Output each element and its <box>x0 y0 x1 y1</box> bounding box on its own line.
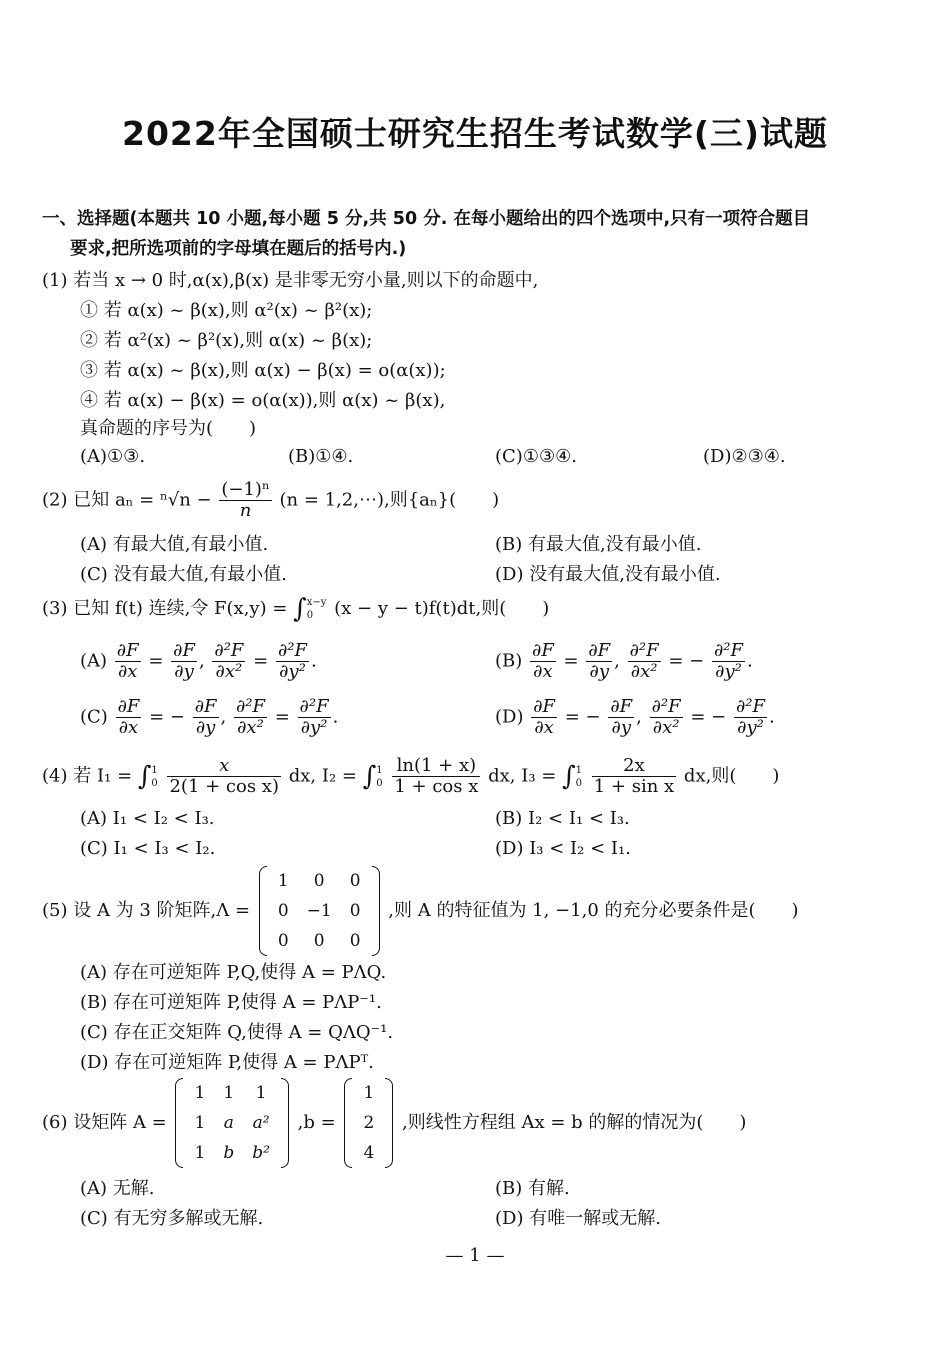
page-number: — 1 — <box>445 1245 505 1266</box>
q2-option-b: (B) 有最大值,没有最小值. <box>495 534 702 555</box>
q6-vector-b <box>344 1078 393 1168</box>
matrix-cell: 0 <box>349 871 361 891</box>
q4-i1-frac <box>167 756 281 797</box>
q4-i3-frac <box>592 756 676 797</box>
frac-num: ∂²F <box>299 696 329 717</box>
frac <box>712 641 745 682</box>
matrix-cell: 1 <box>194 1143 206 1163</box>
frac <box>628 641 661 682</box>
equals-neg: = − <box>564 706 601 728</box>
matrix-cell: 0 <box>277 931 289 951</box>
q3-option-b: (B) $\frac{\partial F}{\partial x}$ = $\frac{\partial F}{\partial y}$ , $\frac{\text{∂²F}}{\text{∂x²}}$ = − $\frac{\text{∂²F}}{\text{∂y²}}$ . <box>495 640 753 682</box>
matrix-cell: 1 <box>194 1083 206 1103</box>
q3-lower: 0 <box>306 610 314 621</box>
q4-mid2: dx, I₃ = <box>488 765 557 787</box>
matrix-cell: 0 <box>277 901 289 921</box>
q2-option-c: (C) 没有最大值,有最小值. <box>80 564 287 585</box>
q4-option-a: (A) I₁ < I₂ < I₃. <box>80 808 215 829</box>
section-heading-line1: 一、选择题(本题共 10 小题,每小题 5 分,共 50 分. 在每小题给出的四个选项中,只有一项符合题目 <box>42 209 811 229</box>
q1-statement-3: ③ 若 α(x) ~ β(x),则 α(x) − β(x) = o(α(x)); <box>80 360 446 381</box>
frac-num: x <box>167 756 281 777</box>
q4-lead: (4) 若 I₁ = <box>42 765 133 787</box>
integral-sign-icon: ∫ <box>362 761 377 792</box>
q4-option-d: (D) I₃ < I₂ < I₁. <box>495 838 631 859</box>
q5-option-c: (C) 存在正交矩阵 Q,使得 A = QΛQ⁻¹. <box>80 1022 394 1043</box>
q3-option-c-label: (C) <box>80 706 108 728</box>
frac-den: ∂x² <box>215 661 243 682</box>
frac-den: ∂y <box>174 661 194 682</box>
limit-lower: 0 <box>151 777 158 789</box>
frac-den: ∂x <box>533 661 553 682</box>
frac-den: ∂y <box>589 661 610 682</box>
q6-option-c: (C) 有无穷多解或无解. <box>80 1208 264 1229</box>
q4-limits <box>576 764 582 790</box>
matrix-cell: 1 <box>277 871 289 891</box>
matrix-cell: a² <box>252 1113 270 1133</box>
matrix-cell: 1 <box>255 1083 267 1103</box>
frac <box>298 697 331 738</box>
frac <box>115 641 141 682</box>
integral-sign-icon: ∫ <box>137 761 152 792</box>
frac-num: ∂²F <box>736 696 766 717</box>
q4-option-b: (B) I₂ < I₁ < I₃. <box>495 808 630 829</box>
q3-tail: (x − y − t)f(t)dt,则( ) <box>334 598 550 619</box>
frac-den: ∂x <box>534 717 554 738</box>
limit-lower: 0 <box>575 777 583 789</box>
q6-option-d: (D) 有唯一解或无解. <box>495 1208 661 1229</box>
frac <box>212 641 245 682</box>
equals-neg: = − <box>690 706 727 728</box>
section-heading-line2: 要求,把所选项前的字母填在题后的括号内.) <box>70 239 407 259</box>
matrix-cell: 1 <box>223 1083 235 1103</box>
q3-stem <box>42 594 549 622</box>
matrix-cell: 0 <box>313 931 325 951</box>
q2-option-d: (D) 没有最大值,没有最小值. <box>495 564 721 585</box>
frac <box>171 641 197 682</box>
frac-den: ∂x <box>118 717 139 738</box>
frac <box>531 697 557 738</box>
q5-lambda-matrix <box>259 866 380 956</box>
q3-upper: x−y <box>306 597 327 608</box>
matrix-cell: 0 <box>349 931 361 951</box>
q4-i2-frac <box>392 756 480 797</box>
frac-den: ∂y <box>611 717 632 738</box>
frac-num: ∂²F <box>235 696 265 717</box>
page-title: 2022年全国硕士研究生招生考试数学(三)试题 <box>121 114 828 153</box>
frac-den: 1 + sin x <box>593 776 675 797</box>
frac <box>586 641 612 682</box>
frac-num: ∂²F <box>651 696 681 717</box>
q4-tail: dx,则( ) <box>683 765 780 787</box>
matrix-cell: 0 <box>313 871 325 891</box>
frac-num: ln(1 + x) <box>392 756 480 777</box>
frac-den: ∂x <box>117 661 138 682</box>
q6-tail: ,则线性方程组 Ax = b 的解的情况为( ) <box>402 1112 747 1133</box>
q6-stem <box>42 1078 746 1168</box>
vector-cell: 4 <box>363 1143 375 1163</box>
frac <box>530 641 556 682</box>
limit-upper: 1 <box>376 764 383 776</box>
frac-num: ∂F <box>116 640 139 661</box>
frac <box>276 641 309 682</box>
q1-option-c: (C)①③④. <box>495 446 577 467</box>
equals: = <box>563 650 579 672</box>
q3-option-d-label: (D) <box>495 706 524 728</box>
equals: = <box>253 650 269 672</box>
q5-stem <box>42 866 799 956</box>
frac-den: ∂y² <box>715 661 742 682</box>
frac-num: ∂F <box>173 640 195 661</box>
frac-num: ∂²F <box>629 640 659 661</box>
equals: = <box>148 650 164 672</box>
q2-fraction <box>219 480 271 521</box>
integral-sign-icon: ∫ <box>293 594 307 624</box>
q5-tail: ,则 A 的特征值为 1, −1,0 的充分必要条件是( ) <box>388 900 799 921</box>
equals-neg: = − <box>668 650 705 672</box>
frac-den: ∂y² <box>279 661 306 682</box>
frac-num: ∂F <box>194 696 217 717</box>
vector-cell: 2 <box>363 1113 375 1133</box>
frac <box>650 697 683 738</box>
q3-option-a-label: (A) <box>80 650 108 672</box>
matrix-cell: −1 <box>306 901 332 921</box>
q4-stem <box>42 756 779 797</box>
frac-num: ∂F <box>588 640 611 661</box>
frac-num: ∂²F <box>714 640 744 661</box>
q2-stem <box>42 480 499 521</box>
q2-frac-den: n <box>239 500 252 521</box>
frac <box>734 697 767 738</box>
frac-num: 2x <box>592 756 676 777</box>
q4-mid1: dx, I₂ = <box>288 765 357 787</box>
frac <box>608 697 634 738</box>
q1-statement-1: ① 若 α(x) ~ β(x),则 α²(x) ~ β²(x); <box>80 300 373 321</box>
q1-statement-4: ④ 若 α(x) − β(x) = o(α(x)),则 α(x) ~ β(x), <box>80 390 446 411</box>
q6-mid: ,b = <box>297 1112 336 1133</box>
frac-den: ∂x² <box>630 661 658 682</box>
frac <box>116 697 142 738</box>
q5-option-b: (B) 存在可逆矩阵 P,使得 A = PΛP⁻¹. <box>80 992 382 1013</box>
q1-option-b: (B)①④. <box>288 446 354 467</box>
equals: = <box>274 706 290 728</box>
q6-option-a: (A) 无解. <box>80 1178 155 1199</box>
q1-option-d: (D)②③④. <box>703 446 786 467</box>
q3-option-c: (C) $\frac{\partial F}{\partial x}$ = − $\frac{\partial F}{\partial y}$ , $\frac{\text{∂²F}}{\text{∂x²}}$ = $\frac{\text{∂²F}}{\text{∂y²}}$ . <box>80 696 339 738</box>
equals-neg: = − <box>149 706 185 728</box>
q5-option-d: (D) 存在可逆矩阵 P,使得 A = PΛPᵀ. <box>80 1052 374 1073</box>
q4-limits <box>376 764 382 790</box>
integral-sign-icon: ∫ <box>562 761 576 792</box>
matrix-cell: b <box>223 1143 235 1163</box>
q1-stem: (1) 若当 x → 0 时,α(x),β(x) 是非零无穷小量,则以下的命题中, <box>42 270 539 291</box>
limit-upper: 1 <box>151 764 158 776</box>
frac-den: ∂x² <box>652 717 680 738</box>
frac-den: ∂y² <box>737 717 764 738</box>
q4-option-c: (C) I₁ < I₃ < I₂. <box>80 838 216 859</box>
matrix-cell: 0 <box>349 901 361 921</box>
frac <box>234 697 267 738</box>
q2-option-a: (A) 有最大值,有最小值. <box>80 534 269 555</box>
frac-den: ∂x² <box>237 717 264 738</box>
q2-lead: (2) 已知 aₙ = ⁿ√n − <box>42 489 212 511</box>
q3-option-b-label: (B) <box>495 650 523 672</box>
q3-option-d: (D) $\frac{\partial F}{\partial x}$ = − $\frac{\partial F}{\partial y}$ , $\frac{\text{∂²F}}{\text{∂x²}}$ = − $\frac{\text{∂²F}}{\text{∂y²}}$ . <box>495 696 775 738</box>
frac-den: 2(1 + cos x) <box>169 776 279 797</box>
matrix-cell: b² <box>252 1143 270 1163</box>
q6-lead: (6) 设矩阵 A = <box>42 1112 167 1133</box>
q6-matrix-a <box>175 1078 288 1168</box>
frac-num: ∂F <box>610 696 633 717</box>
frac-num: ∂F <box>532 640 554 661</box>
q2-frac-num: (−1)ⁿ <box>221 479 270 500</box>
frac-den: 1 + cos x <box>394 776 479 797</box>
frac <box>193 697 219 738</box>
frac-num: ∂F <box>117 696 140 717</box>
q3-option-a: (A) $\frac{\partial F}{\partial x}$ = $\frac{\partial F}{\partial y}$ , $\frac{\text{∂²F}}{\text{∂x²}}$ = $\frac{\text{∂²F}}{\text{∂y²}}$ . <box>80 640 317 682</box>
q2-tail: (n = 1,2,⋯),则{aₙ}( ) <box>279 489 500 511</box>
frac-num: ∂F <box>533 696 556 717</box>
q5-lead: (5) 设 A 为 3 阶矩阵,Λ = <box>42 900 251 921</box>
frac-num: ∂²F <box>277 640 307 661</box>
limit-upper: 1 <box>575 764 583 776</box>
q3-limits <box>307 596 327 622</box>
q1-statement-2: ② 若 α²(x) ~ β²(x),则 α(x) ~ β(x); <box>80 330 373 351</box>
matrix-cell: 1 <box>194 1113 206 1133</box>
q6-option-b: (B) 有解. <box>495 1178 570 1199</box>
matrix-cell: a <box>223 1113 234 1133</box>
limit-lower: 0 <box>376 777 383 789</box>
frac-den: ∂y <box>195 717 216 738</box>
q5-option-a: (A) 存在可逆矩阵 P,Q,使得 A = PΛQ. <box>80 962 387 983</box>
q1-option-a: (A)①③. <box>80 446 146 467</box>
frac-den: ∂y² <box>300 717 328 738</box>
q3-lead: (3) 已知 f(t) 连续,令 F(x,y) = <box>42 598 288 619</box>
q1-ask: 真命题的序号为( ) <box>80 418 257 439</box>
frac-num: ∂²F <box>214 640 244 661</box>
vector-cell: 1 <box>363 1083 375 1103</box>
q4-limits <box>151 764 157 790</box>
